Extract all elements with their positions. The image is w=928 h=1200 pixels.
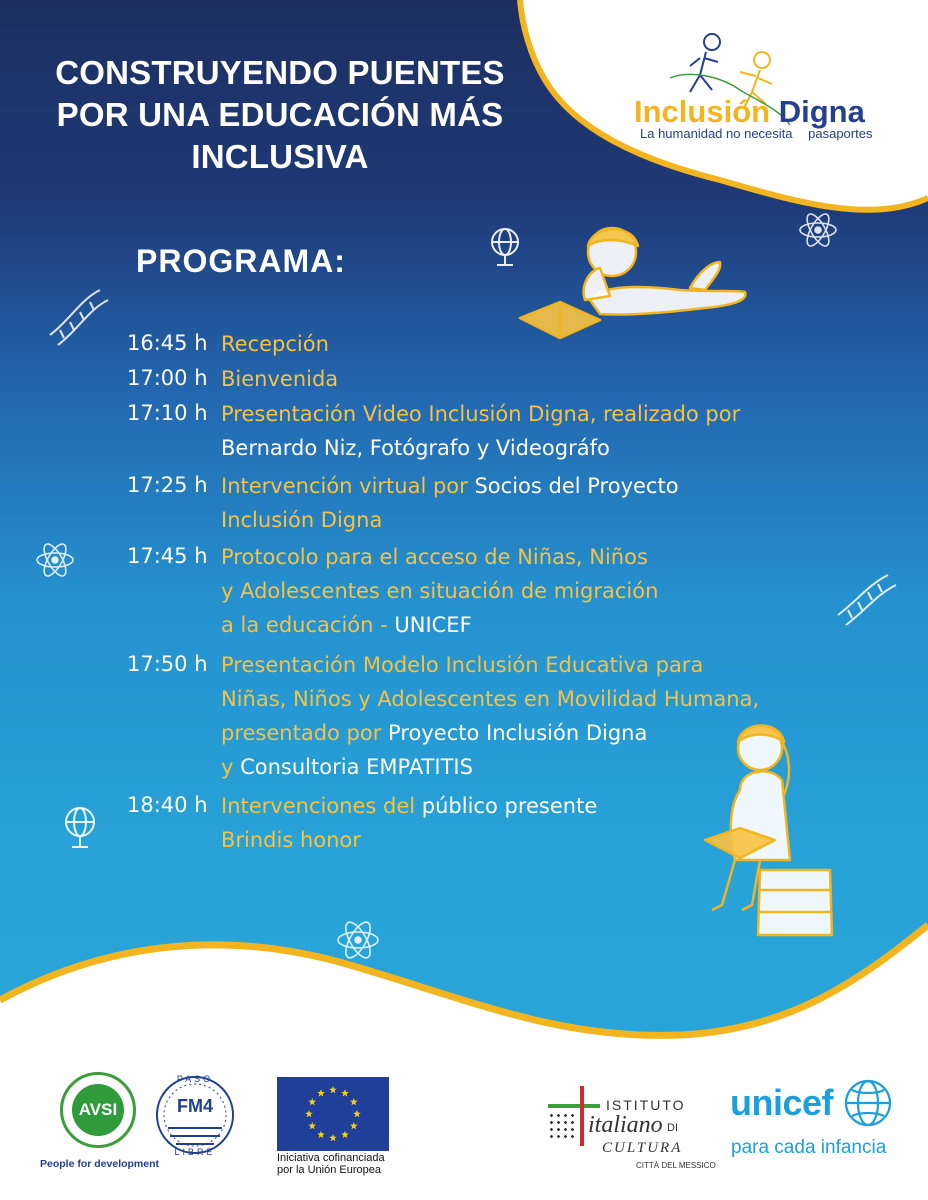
program-text: Brindis honor <box>221 828 361 852</box>
program-line <box>221 431 821 465</box>
program-text: Niñas, Niños y Adolescentes en Movilidad Humana, <box>221 687 760 711</box>
program-text: Inclusión Digna <box>221 508 383 532</box>
eu-flag <box>277 1077 389 1151</box>
program-line <box>221 469 821 503</box>
unicef-logo-name: unicef <box>730 1082 834 1123</box>
program-line <box>221 823 821 857</box>
eu-stars <box>277 1077 389 1151</box>
title-line: CONSTRUYENDO PUENTES <box>55 54 505 91</box>
eu-star-icon <box>308 1098 316 1105</box>
eu-star-icon <box>350 1122 358 1129</box>
inclusion-digna-logo <box>634 94 865 130</box>
program-line <box>221 362 821 396</box>
eu-star-icon <box>353 1110 361 1117</box>
program-line <box>221 327 821 361</box>
iic-cultura: CULTURA <box>602 1140 683 1156</box>
program-line <box>221 682 821 716</box>
unicef-tagline: para cada infancia <box>731 1137 887 1158</box>
program-text: UNICEF <box>394 613 472 637</box>
avsi-logo-name: AVSI <box>72 1084 124 1136</box>
logo-tagline <box>640 126 872 141</box>
program-line <box>221 789 821 823</box>
program-text: Proyecto Inclusión Digna <box>388 721 648 745</box>
program-description <box>221 648 821 784</box>
program-time: 17:50 h <box>127 652 208 676</box>
program-line <box>221 397 821 431</box>
program-text: público presente <box>421 794 598 818</box>
eu-star-icon <box>329 1134 337 1141</box>
program-time: 17:10 h <box>127 401 208 425</box>
logo-tagline-part2: pasaportes <box>808 126 873 141</box>
program-text: presentado por <box>221 721 389 745</box>
eu-star-icon <box>329 1086 337 1093</box>
logo-tagline-part1: La humanidad no necesita <box>640 126 793 141</box>
program-description <box>221 469 821 537</box>
iic-dots-icon <box>548 1112 576 1140</box>
program-time: 17:00 h <box>127 366 208 390</box>
fm4-bottom-text: LIBRE <box>174 1147 216 1157</box>
program-line <box>221 750 821 784</box>
program-text: Presentación Video Inclusión Digna, realizado por <box>221 402 741 426</box>
avsi-tagline: People for development <box>40 1158 160 1170</box>
program-text: Intervención virtual por <box>221 474 475 498</box>
program-line <box>221 503 821 537</box>
logo-word-inclusion: Inclusión <box>634 94 771 129</box>
program-text: Consultoria EMPATITIS <box>240 755 473 779</box>
program-text: y <box>221 755 241 779</box>
eu-star-icon <box>350 1098 358 1105</box>
title-line: INCLUSIVA <box>191 138 369 175</box>
program-text: a la educación - <box>221 613 395 637</box>
iic-istituto: ISTITUTO <box>606 1097 686 1113</box>
poster-title <box>40 52 520 178</box>
program-description <box>221 327 821 361</box>
eu-caption-line: por la Unión Europea <box>277 1164 381 1176</box>
program-time: 18:40 h <box>127 793 208 817</box>
fm4-name: FM4 <box>177 1096 213 1116</box>
program-time: 16:45 h <box>127 331 208 355</box>
program-text: Presentación Modelo Inclusión Educativa para <box>221 653 704 677</box>
program-text: Intervenciones del <box>221 794 422 818</box>
program-text: Bernardo Niz, Fotógrafo y Videográfo <box>221 436 610 460</box>
eu-caption-line: Iniciativa cofinanciada <box>277 1152 385 1164</box>
eu-star-icon <box>341 1131 349 1138</box>
program-line <box>221 608 821 642</box>
programa-heading: PROGRAMA: <box>136 243 346 279</box>
program-text: Protocolo para el acceso de Niñas, Niños <box>221 545 648 569</box>
program-text: Recepción <box>221 332 329 356</box>
program-text: y Adolescentes en situación de migración <box>221 579 659 603</box>
eu-star-icon <box>305 1110 313 1117</box>
program-description <box>221 789 821 857</box>
program-line <box>221 574 821 608</box>
eu-star-icon <box>317 1131 325 1138</box>
program-text: Socios del Proyecto <box>474 474 679 498</box>
eu-star-icon <box>308 1122 316 1129</box>
program-description <box>221 362 821 396</box>
iic-city: CITTÀ DEL MESSICO <box>636 1161 716 1170</box>
program-time: 17:45 h <box>127 544 208 568</box>
eu-caption <box>277 1152 417 1176</box>
title-line: POR UNA EDUCACIÓN MÁS <box>56 96 504 133</box>
program-line <box>221 648 821 682</box>
program-time: 17:25 h <box>127 473 208 497</box>
iic-italiano: italiano <box>588 1112 663 1138</box>
program-description <box>221 397 821 465</box>
program-description <box>221 540 821 642</box>
program-line <box>221 716 821 750</box>
eu-star-icon <box>317 1089 325 1096</box>
program-text: Bienvenida <box>221 367 339 391</box>
logo-word-digna: Digna <box>778 94 865 129</box>
eu-star-icon <box>341 1089 349 1096</box>
fm4-top-text: PASO <box>176 1074 214 1084</box>
program-line <box>221 540 821 574</box>
avsi-logo <box>60 1072 136 1148</box>
iic-di: DI <box>667 1122 678 1134</box>
